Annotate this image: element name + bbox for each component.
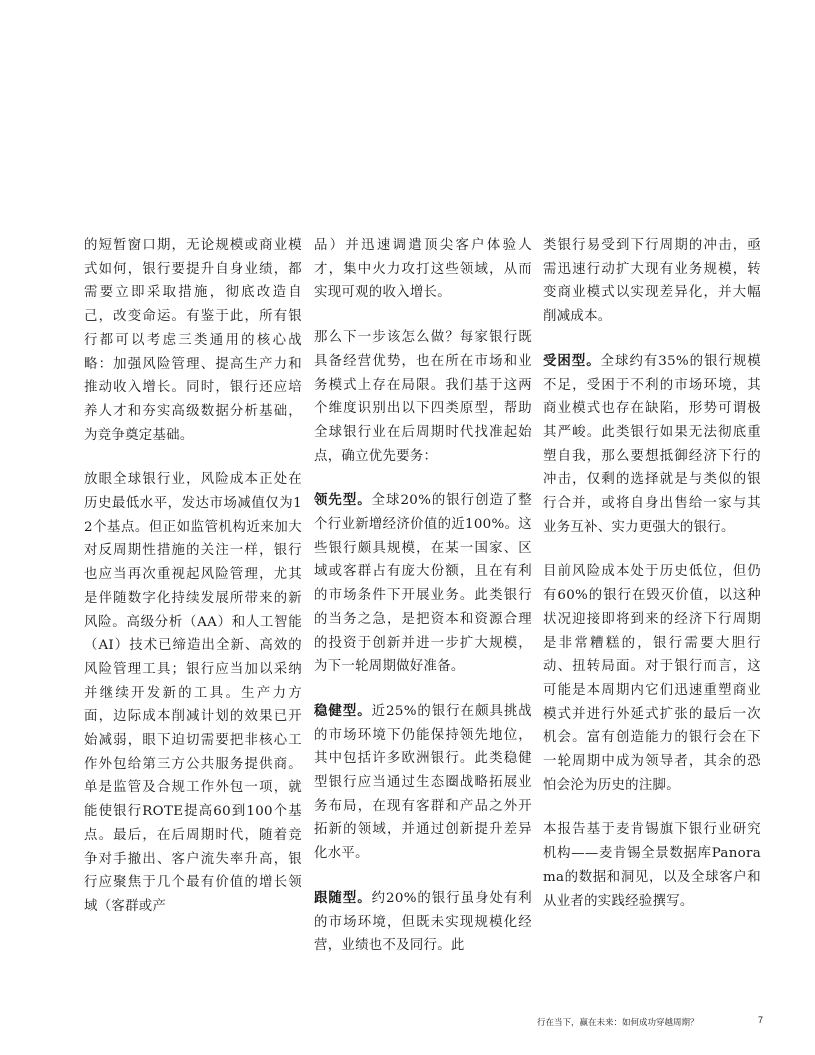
footer-title: 行在当下，赢在未来：如何成功穿越周期？ [537,1018,699,1028]
paragraph-text: 全球20%的银行创造了整个行业新增经济价值的近100%。这些银行颇具规模，在某一国家、区域或客群占有庞大份额，且在有利的市场条件下开展业务。此类银行的当务之急，是把资本和资源合理的投资于创新并进一步扩大规模，为下一轮周期做好准备。 [314,493,532,675]
paragraph-lead: 受困型。 [543,352,601,369]
paragraph [543,234,761,329]
paragraph-lead: 稳健型。 [314,702,372,719]
paragraph-text: 约20%的银行虽身处有利的市场环境，但既未实现规模化经营，业绩也不及同行。此 [314,890,532,954]
text-column-3 [543,234,761,934]
paragraph [314,234,532,305]
paragraph-text: 类银行易受到下行周期的冲击，亟需迅速行动扩大现有业务规模，转变商业模式以实现差异化，并大幅削减成本。 [543,238,761,325]
paragraph-text: 近25%的银行在颇具挑战的市场环境下仍能保持领先地位，其中包括许多欧洲银行。此类稳健型银行应当通过生态圈战略拓展业务布局，在现有客群和产品之外开拓新的领域，并通过创新提升差异化水平。 [314,703,532,862]
text-column-2 [314,234,532,979]
paragraph [314,700,532,866]
paragraph-text: 放眼全球银行业，风险成本正处在历史最低水平，发达市场减值仅为12个基点。但正如监管机构近来加大对反周期性措施的关注一样，银行也应当再次重视起风险管理，尤其是伴随数字化持续发展所带来的新风险。高级分析（AA）和人工智能（AI）技术已缔造出全新、高效的风险管理工具；银行应当加以采纳并继续开发新的工具。生产力方面，边际成本削减计划的效果已开始减弱，眼下迫切需要把非核心工作外包给第三方公共服务提供商。单是监管及合规工作外包一项，就能使银行ROTE提高60到100个基点。最后，在后周期时代，随着竞争对手撤出、客户流失率升高，银行应聚焦于几个最有价值的增长领域（客群或产 [84,472,302,914]
paragraph [543,560,761,797]
paragraph-lead: 跟随型。 [314,889,372,906]
paragraph [84,468,302,918]
paragraph-text: 那么下一步该怎么做？每家银行既具备经营优势，也在所在市场和业务模式上存在局限。我们基于这两个维度识别出以下四类原型，帮助全球银行业在后周期时代找准起始点，确立优先要务： [314,330,532,464]
paragraph-text: 全球约有35%的银行规模不足，受困于不利的市场环境，其商业模式也存在缺陷，形势可谓极其严峻。此类银行如果无法彻底重塑自我，那么要想抵御经济下行的冲击，仅剩的选择就是与类似的银行合并，或将自身出售给一家与其业务互补、实力更强大的银行。 [543,353,761,535]
page-number: 7 [758,1015,764,1025]
paragraph [543,350,761,540]
paragraph-text: 本报告基于麦肯锡旗下银行业研究机构——麦肯锡全景数据库Panorama的数据和洞见，以及全球客户和从业者的实践经验撰写。 [543,822,761,909]
paragraph [314,326,532,468]
paragraph-text: 目前风险成本处于历史低位，但仍有60%的银行在毁灭价值，以这种状况迎接即将到来的经济下行周期是非常糟糕的，银行需要大胆行动、扭转局面。对于银行而言，这可能是本周期内它们迅速重塑商业模式并进行外延式扩张的最后一次机会。富有创造能力的银行会在下一轮周期中成为领导者，其余的恐怕会沦为历史的注脚。 [543,564,761,793]
paragraph [84,234,302,447]
paragraph-text: 品）并迅速调遣顶尖客户体验人才，集中火力攻打这些领域，从而实现可观的收入增长。 [314,238,532,301]
paragraph-lead: 领先型。 [314,492,372,509]
paragraph [314,489,532,679]
paragraph [314,887,532,958]
text-column-1 [84,234,302,940]
paragraph-text: 的短暂窗口期，无论规模或商业模式如何，银行要提升自身业绩，都需要立即采取措施，彻底改造自己，改变命运。有鉴于此，所有银行都可以考虑三类通用的核心战略：加强风险管理、提高生产力和推动收入增长。同时，银行还应培养人才和夯实高级数据分析基础，为竞争奠定基础。 [84,238,302,443]
paragraph [543,818,761,913]
